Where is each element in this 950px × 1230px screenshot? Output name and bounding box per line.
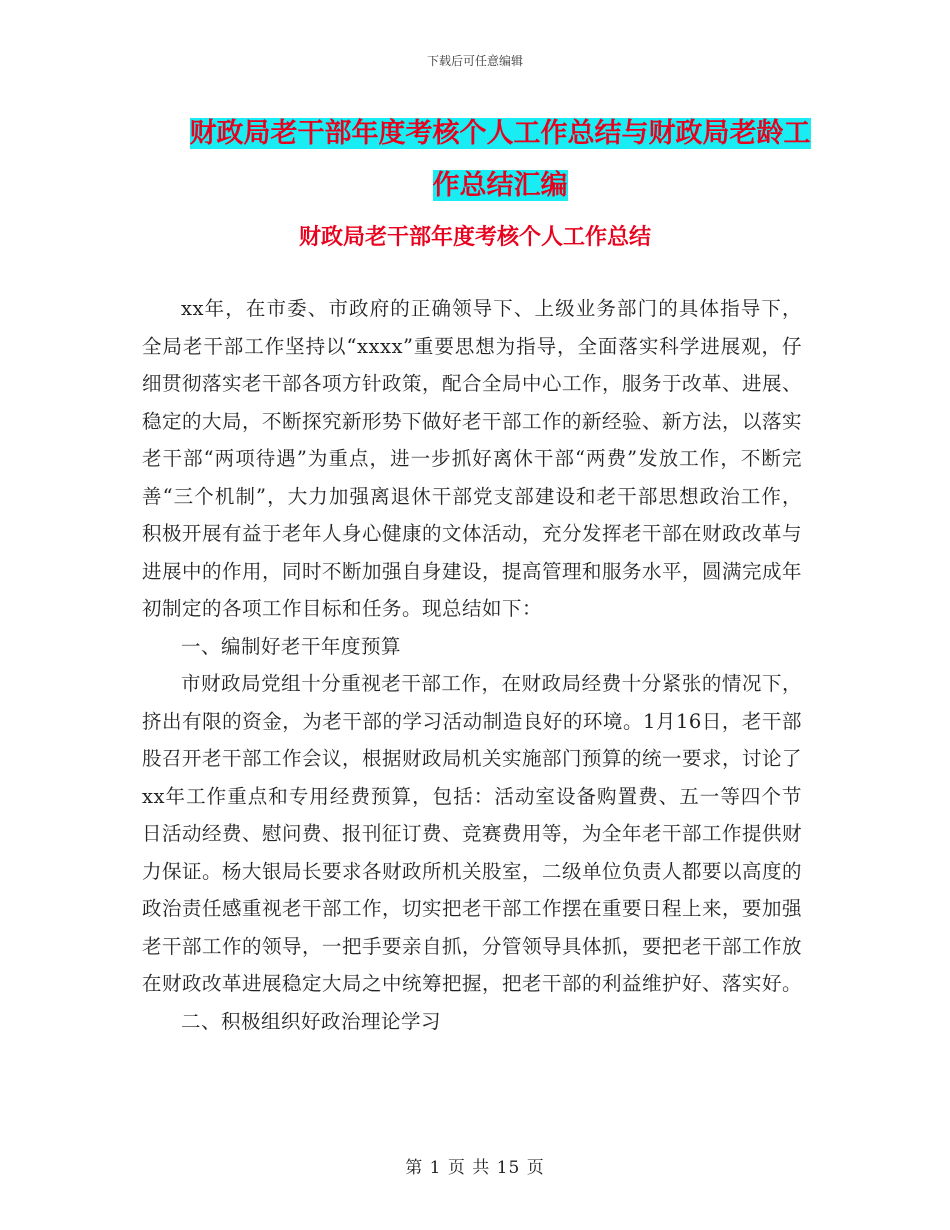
page-header-note: 下载后可任意编辑 bbox=[426, 54, 523, 68]
document-title bbox=[150, 108, 850, 212]
paragraph-budget: 市财政局党组十分重视老干部工作，在财政局经费十分紧张的情况下，挤出有限的资金，为老干部的学习活动制造良好的环境。1月16日，老干部股召开老干部工作会议，根据财政局机关实施部门预算的统一要求，讨论了xx年工作重点和专用经费预算，包括：活动室设备购置费、五一等四个节日活动经费、慰问费、报刊征订费、竞赛费用等，为全年老干部工作提供财力保证。杨大银局长要求各财政所机关股室，二级单位负责人都要以高度的政治责任感重视老干部工作，切实把老干部工作摆在重要日程上来，要加强老干部工作的领导，一把手要亲自抓，分管领导具体抓，要把老干部工作放在财政改革进展稳定大局之中统筹把握，把老干部的利益维护好、落实好。 bbox=[142, 672, 803, 995]
document-body bbox=[142, 290, 802, 1040]
page-number-footer: 第 1 页 共 15 页 bbox=[405, 1158, 545, 1178]
paragraph-intro: xx年，在市委、市政府的正确领导下、上级业务部门的具体指导下，全局老干部工作坚持以“xxxx”重要思想为指导，全面落实科学进展观，仔细贯彻落实老干部各项方针政策，配合全局中心工作，服务于改革、进展、稳定的大局，不断探究新形势下做好老干部工作的新经验、新方法，以落实老干部“两项待遇”为重点，进一步抓好离休干部“两费”发放工作，不断完善“三个机制”，大力加强离退休干部党支部建设和老干部思想政治工作，积极开展有益于老年人身心健康的文体活动，充分发挥老干部在财政改革与进展中的作用，同时不断加强自身建设，提高管理和服务水平，圆满完成年初制定的各项工作目标和任务。现总结如下： bbox=[142, 297, 803, 620]
title-line-2: 作总结汇编 bbox=[432, 170, 568, 201]
section-title: 财政局老干部年度考核个人工作总结 bbox=[298, 225, 651, 250]
title-line-1: 财政局老干部年度考核个人工作总结与财政局老龄工 bbox=[189, 118, 811, 149]
heading-study: 二、积极组织好政治理论学习 bbox=[181, 1009, 442, 1033]
heading-budget: 一、编制好老干年度预算 bbox=[181, 634, 402, 658]
